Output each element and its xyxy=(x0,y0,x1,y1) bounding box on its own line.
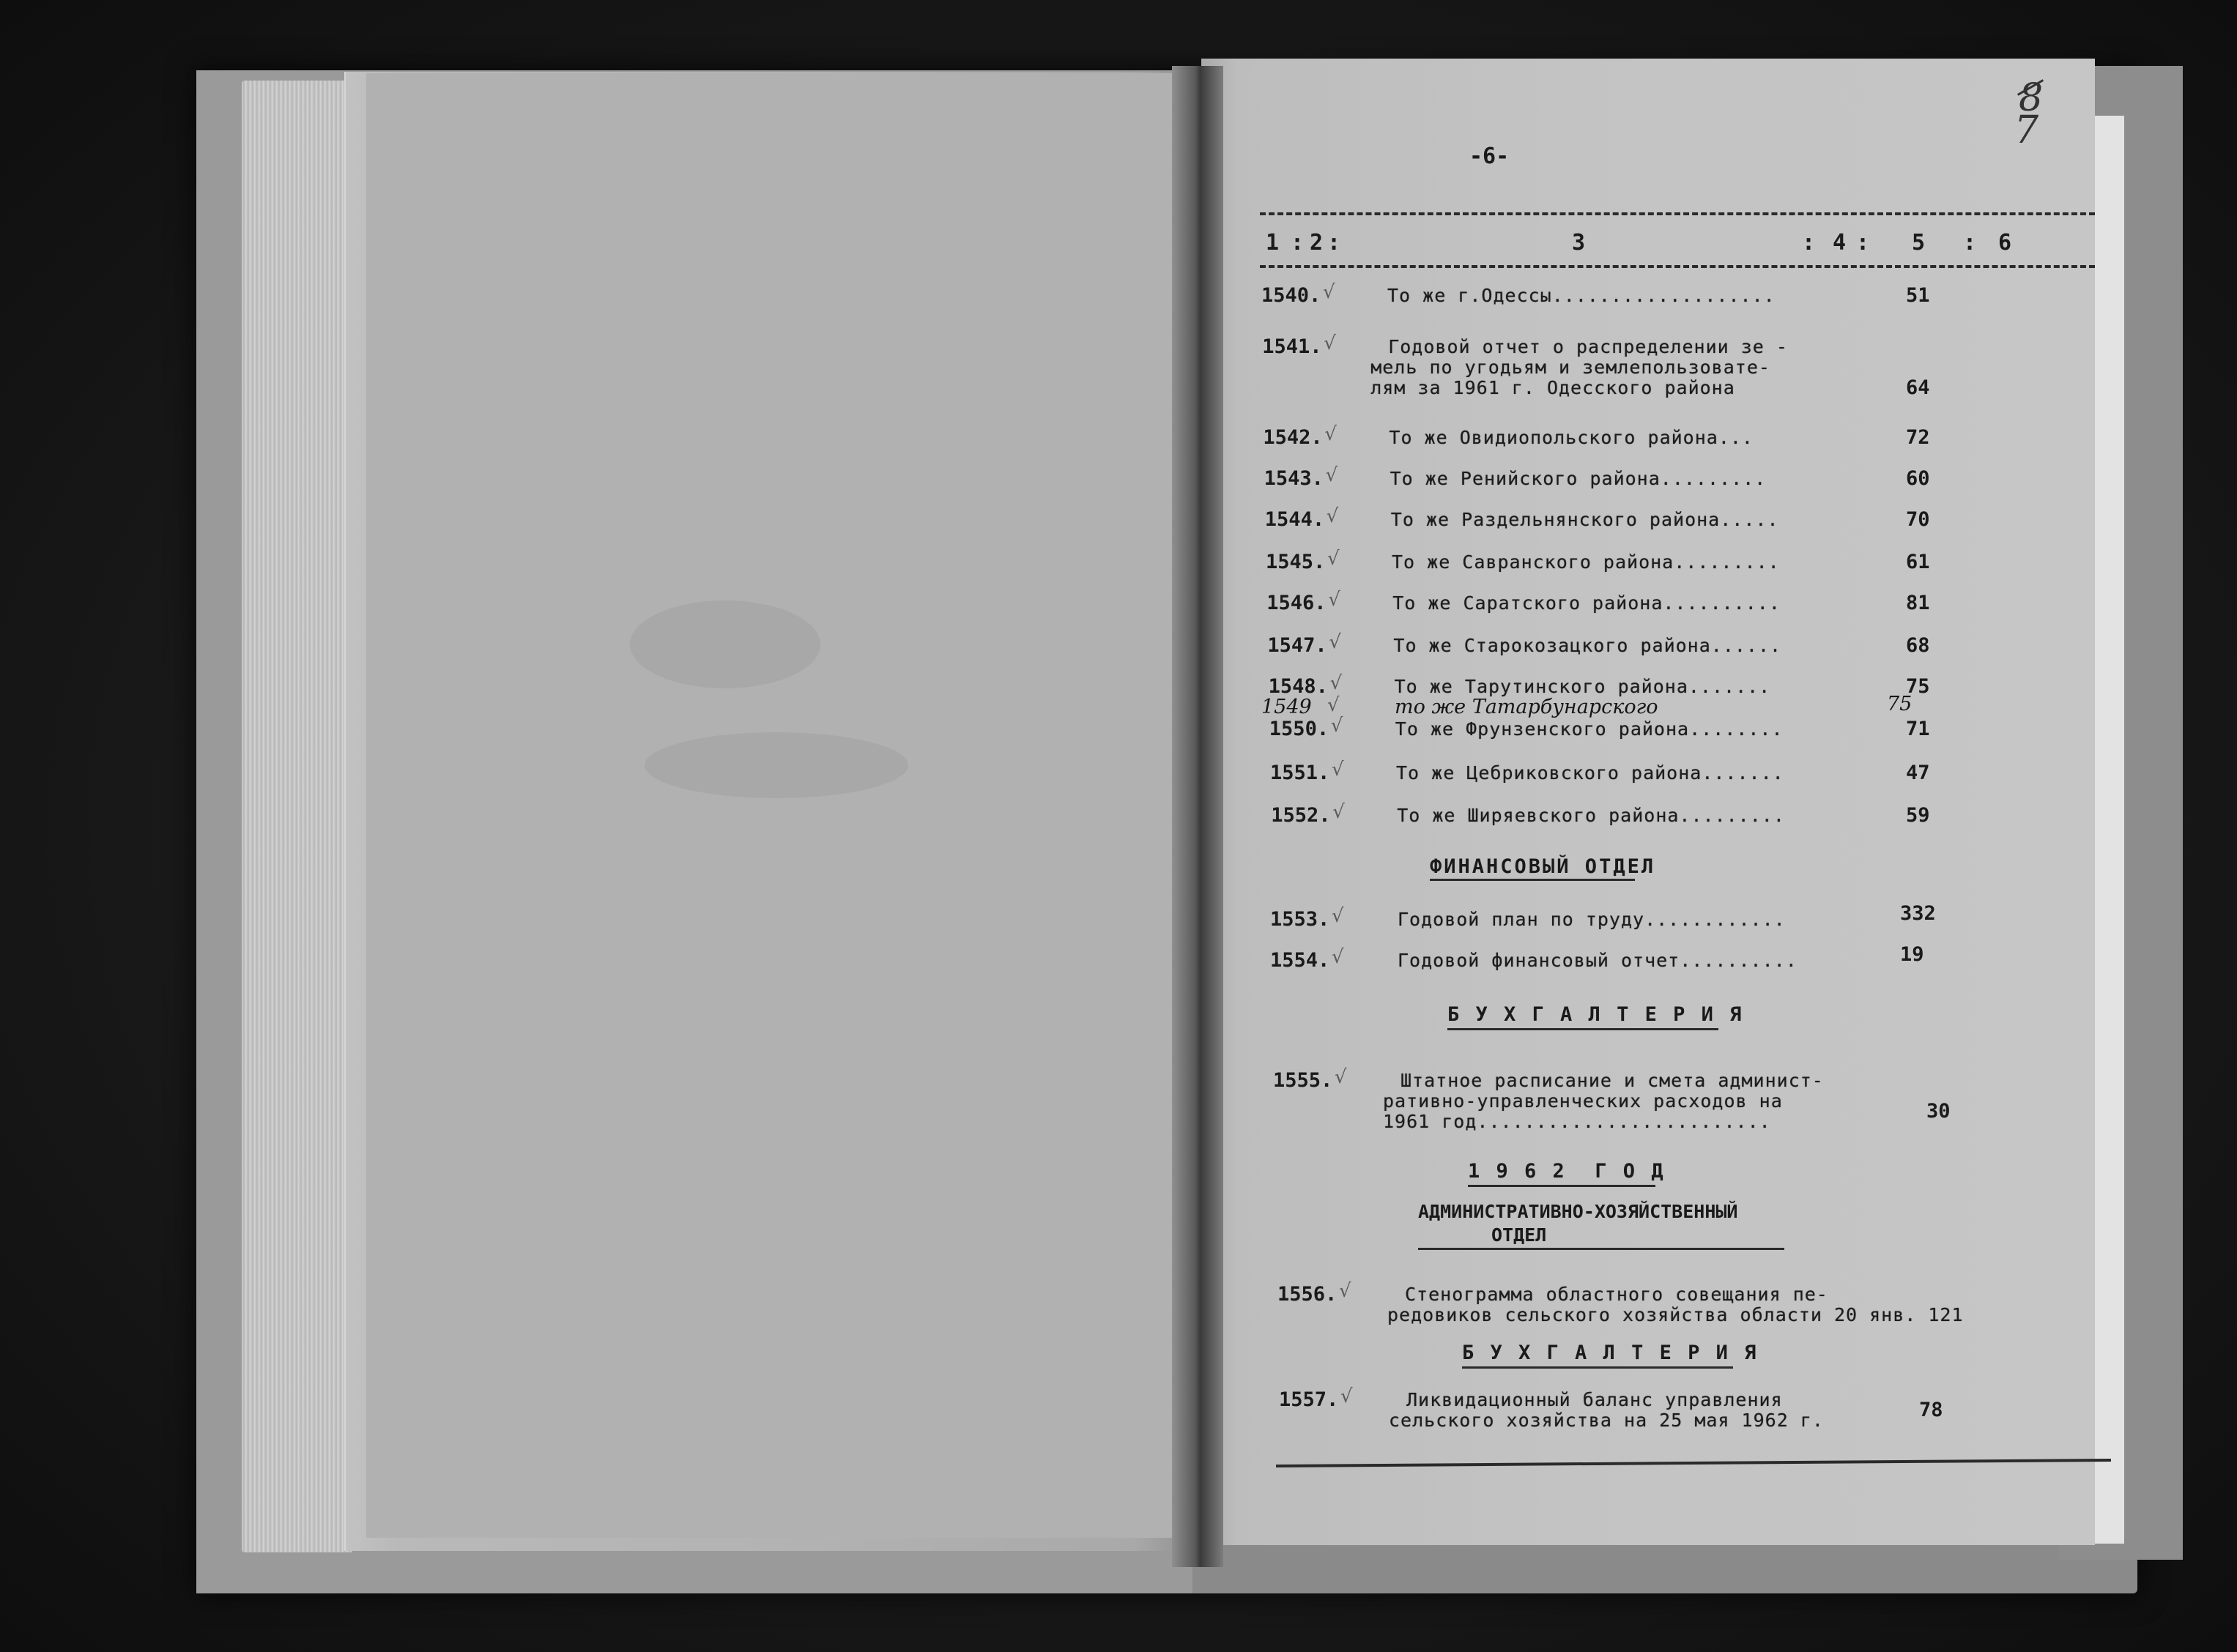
entry-title-line: Годовой отчет о распределении зе - xyxy=(1388,336,1788,357)
column-separator: : xyxy=(1327,230,1341,256)
entry-page-count: 47 xyxy=(1906,762,1930,784)
entry-title-line: Ликвидационный баланс управления xyxy=(1406,1389,1783,1410)
entry-title-line: То же Саратского района.......... xyxy=(1392,592,1781,614)
page-stack-edges xyxy=(242,81,352,1552)
column-header-2: 2 xyxy=(1310,230,1324,256)
entry-page-count: 71 xyxy=(1906,718,1930,740)
bleed-through-smudge xyxy=(630,600,820,688)
entry-page-count: 78 xyxy=(1919,1399,1943,1421)
entry-number: 1556. xyxy=(1277,1283,1338,1306)
entry-title-line: То же Фрунзенского района........ xyxy=(1395,718,1784,740)
entry-title-line: мель по угодьям и землепользовате- xyxy=(1370,357,1770,378)
entry-page-count: 60 xyxy=(1906,467,1930,490)
entry-number: 1541. xyxy=(1262,335,1322,358)
section-underline xyxy=(1418,1248,1784,1250)
check-mark: √ xyxy=(1332,759,1344,781)
entry-page-count: 68 xyxy=(1906,634,1930,657)
entry-page-count: 81 xyxy=(1906,592,1930,614)
entry-number: 1550. xyxy=(1269,718,1329,740)
check-mark: √ xyxy=(1327,548,1340,570)
column-header-5: 5 xyxy=(1912,230,1926,256)
entry-title-line: То же Цебриковского района....... xyxy=(1396,762,1784,784)
section-underline xyxy=(1462,1366,1733,1369)
section-year-1962: 1 9 6 2 Г О Д xyxy=(1468,1160,1666,1183)
check-mark: √ xyxy=(1323,281,1335,303)
entry-page-count: 64 xyxy=(1906,376,1930,399)
check-mark: √ xyxy=(1332,905,1344,927)
entry-number: 1545. xyxy=(1266,551,1326,573)
check-mark: √ xyxy=(1328,589,1340,611)
entry-title-line: лям за 1961 г. Одесского района xyxy=(1370,377,1735,398)
entry-title-line: То же г.Одессы................... xyxy=(1387,285,1776,306)
left-page-blank xyxy=(366,73,1187,1538)
check-mark: √ xyxy=(1339,1280,1351,1302)
entry-page-count: 72 xyxy=(1906,426,1930,449)
section-accounting-2: Б У Х Г А Л Т Е Р И Я xyxy=(1462,1342,1759,1364)
entry-title-line: То же Тарутинского района....... xyxy=(1394,676,1771,697)
entry-number: 1548. xyxy=(1268,675,1328,698)
entry-number: 1555. xyxy=(1273,1069,1333,1092)
column-separator: : xyxy=(1802,230,1816,256)
check-mark: √ xyxy=(1340,1385,1353,1407)
header-bottom-rule xyxy=(1260,265,2095,268)
entry-title-line: То же Старокозацкого района...... xyxy=(1393,635,1782,656)
check-mark: √ xyxy=(1325,464,1338,486)
column-separator: : xyxy=(1856,230,1870,256)
entry-title-line: ративно-управленческих расходов на xyxy=(1383,1090,1783,1112)
check-mark: √ xyxy=(1326,505,1339,527)
entry-title-line: То же Ренийского района......... xyxy=(1390,468,1767,489)
page-number: -6- xyxy=(1469,144,1510,169)
section-admin-department-line2: ОТДЕЛ xyxy=(1491,1224,1547,1246)
entry-page-count: 332 xyxy=(1900,902,1936,925)
check-mark: √ xyxy=(1327,694,1340,716)
entry-page-count: 51 xyxy=(1906,284,1930,307)
column-header-6: 6 xyxy=(1998,230,2012,256)
check-mark: √ xyxy=(1324,332,1336,354)
folio-current: 7 xyxy=(2014,108,2039,152)
book-gutter xyxy=(1172,66,1223,1567)
entry-number: 1544. xyxy=(1264,508,1325,531)
check-mark: √ xyxy=(1329,672,1343,694)
entry-title-line: сельского хозяйства на 25 мая 1962 г. xyxy=(1389,1410,1824,1431)
entry-number: 1552. xyxy=(1271,804,1331,827)
entry-page-count: 30 xyxy=(1926,1100,1951,1123)
column-separator: : xyxy=(1963,230,1977,256)
entry-number: 1553. xyxy=(1270,908,1330,931)
entry-number: 1551. xyxy=(1270,762,1330,784)
handwritten-entry-number: 1549 xyxy=(1261,696,1312,718)
entry-number: 1542. xyxy=(1263,426,1323,449)
entry-title-line: Стенограмма областного совещания пе- xyxy=(1405,1284,1828,1305)
check-mark: √ xyxy=(1332,801,1345,823)
entry-title-line: То же Овидиопольского района... xyxy=(1389,427,1754,448)
column-header-4: 4 xyxy=(1833,230,1847,256)
entry-title-line: То же Савранского района......... xyxy=(1392,551,1780,573)
folio-crossed: 8 xyxy=(2019,76,2044,120)
header-top-rule xyxy=(1260,212,2095,215)
section-underline xyxy=(1447,1028,1718,1030)
entry-number: 1557. xyxy=(1279,1388,1339,1411)
check-mark: √ xyxy=(1330,715,1343,737)
entry-title-line: редовиков сельского хозяйства области 20 янв. 121 xyxy=(1387,1304,1964,1325)
section-accounting: Б У Х Г А Л Т Е Р И Я xyxy=(1447,1003,1744,1026)
entry-page-count: 19 xyxy=(1900,943,1924,966)
entry-title-line: Годовой план по труду............ xyxy=(1398,909,1786,930)
entry-page-count: 75 xyxy=(1906,675,1930,698)
entry-title-line: Штатное расписание и смета админист- xyxy=(1401,1070,1824,1091)
check-mark: √ xyxy=(1332,946,1344,968)
entry-page-count: 61 xyxy=(1906,551,1930,573)
check-mark: √ xyxy=(1335,1066,1347,1088)
column-header-3: 3 xyxy=(1572,230,1586,256)
entry-page-count: 59 xyxy=(1906,804,1930,827)
column-header-1: 1 xyxy=(1266,230,1280,256)
entry-page-count: 70 xyxy=(1906,508,1930,531)
section-underline xyxy=(1468,1185,1655,1187)
entry-number: 1547. xyxy=(1267,634,1327,657)
section-underline xyxy=(1430,879,1635,881)
bleed-through-smudge xyxy=(645,732,908,798)
entry-title-line: 1961 год......................... xyxy=(1383,1111,1771,1132)
check-mark: √ xyxy=(1329,631,1341,653)
entry-number: 1540. xyxy=(1261,284,1321,307)
entry-title-line: То же Раздельнянского района..... xyxy=(1390,509,1779,530)
entry-number: 1546. xyxy=(1266,592,1327,614)
section-admin-department-line1: АДМИНИСТРАТИВНО-ХОЗЯЙСТВЕННЫЙ xyxy=(1418,1201,1738,1222)
entry-number: 1543. xyxy=(1264,467,1324,490)
section-financial-department: ФИНАНСОВЫЙ ОТДЕЛ xyxy=(1430,855,1656,878)
check-mark: √ xyxy=(1324,423,1337,445)
handwritten-entry-pages: 75 xyxy=(1887,693,1913,715)
entry-title-line: То же Ширяевского района......... xyxy=(1397,805,1785,826)
handwritten-entry-title: то же Татарбунарского xyxy=(1395,696,1658,718)
entry-number: 1554. xyxy=(1270,949,1330,972)
column-separator: : xyxy=(1291,230,1305,256)
entry-title-line: Годовой финансовый отчет.......... xyxy=(1398,950,1798,971)
